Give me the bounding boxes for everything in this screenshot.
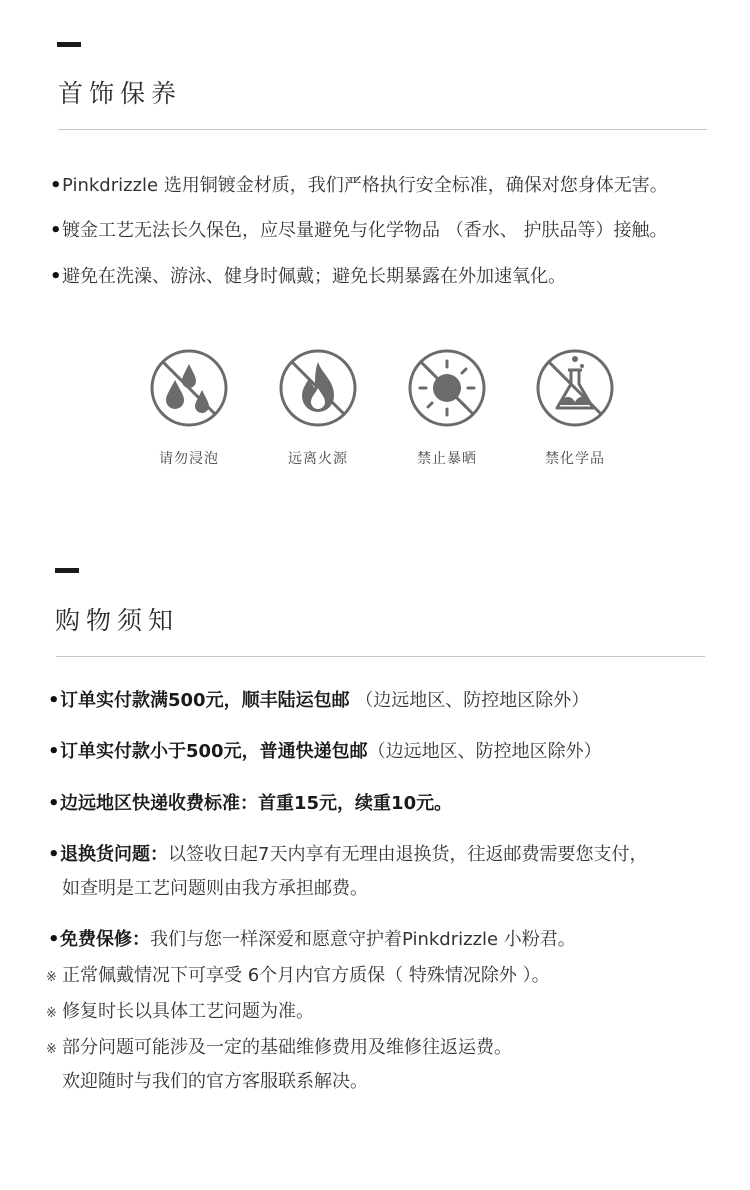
- icon-label: 禁止暴晒: [417, 451, 477, 467]
- care-icon-no-fire: [273, 348, 363, 468]
- repair-note-1: ※ 正常佩戴情况下可享受 6个月内官方质保（ 特殊情况除外 ）。: [46, 964, 550, 990]
- no-fire-icon: [278, 348, 358, 428]
- bullet-dot: •: [50, 220, 62, 241]
- shipping-rule-2: •订单实付款小于500元，普通快递包邮（边远地区、防控地区除外）: [48, 741, 602, 762]
- section-marker: [57, 42, 81, 47]
- care-bullet-3: •避免在洗澡、游泳、健身时佩戴；避免长期暴露在外加速氧化。: [50, 266, 566, 287]
- no-chemicals-icon: [535, 348, 615, 428]
- care-divider: [58, 129, 707, 130]
- bullet-dot: •: [48, 690, 60, 711]
- repair-note-3: ※ 部分问题可能涉及一定的基础维修费用及维修往返运费。: [46, 1036, 512, 1062]
- care-icon-no-sun: [402, 348, 492, 468]
- care-icon-no-water: [144, 348, 234, 468]
- icon-label: 请勿浸泡: [159, 451, 219, 467]
- shopping-section-title: 购物须知: [55, 606, 180, 635]
- care-bullet-1: •Pinkdrizzle 选用铜镀金材质，我们严格执行安全标准，确保对您身体无害。: [50, 175, 668, 196]
- icon-label: 远离火源: [288, 451, 348, 467]
- bullet-dot: •: [48, 741, 60, 762]
- care-icon-no-chemicals: [530, 348, 620, 468]
- note-mark: ※: [46, 970, 57, 985]
- note-mark: ※: [46, 1006, 57, 1021]
- icon-label: 禁化学品: [545, 451, 605, 467]
- no-water-icon: [149, 348, 229, 428]
- returns-rule-line2: 如查明是工艺问题则由我方承担邮费。: [62, 878, 368, 899]
- bullet-dot: •: [50, 266, 62, 287]
- shipping-rule-1: •订单实付款满500元，顺丰陆运包邮 （边远地区、防控地区除外）: [48, 690, 590, 711]
- bullet-dot: •: [50, 175, 62, 196]
- shopping-divider: [56, 656, 705, 657]
- repair-rule: •免费保修：我们与您一样深爱和愿意守护着Pinkdrizzle 小粉君。: [48, 929, 576, 950]
- bullet-dot: •: [48, 844, 60, 865]
- repair-note-2: ※ 修复时长以具体工艺问题为准。: [46, 1000, 314, 1026]
- returns-rule: •退换货问题：以签收日起7天内享有无理由退换货，往返邮费需要您支付，: [48, 844, 648, 865]
- note-mark: ※: [46, 1042, 57, 1057]
- no-sun-icon: [407, 348, 487, 428]
- bullet-dot: •: [48, 929, 60, 950]
- care-bullet-2: •镀金工艺无法长久保色，应尽量避免与化学物品 （香水、 护肤品等）接触。: [50, 220, 668, 241]
- remote-fee-rule: •边远地区快递收费标准：首重15元，续重10元。: [48, 793, 453, 814]
- repair-note-3-line2: 欢迎随时与我们的官方客服联系解决。: [62, 1071, 368, 1092]
- section-marker: [55, 568, 79, 573]
- bullet-dot: •: [48, 793, 60, 814]
- care-section-title: 首饰保养: [58, 79, 183, 108]
